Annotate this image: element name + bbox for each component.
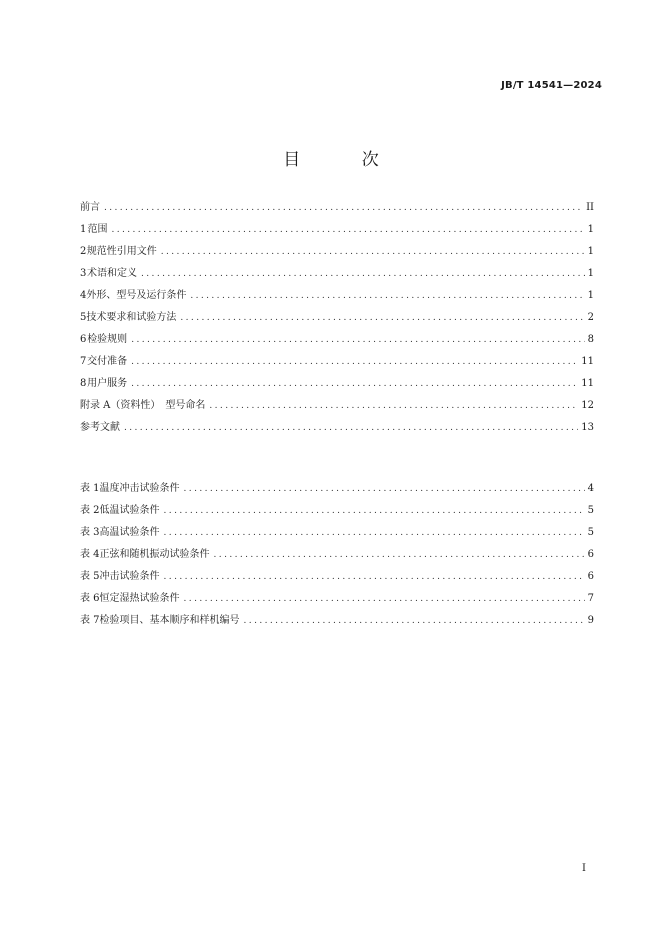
page-number: I (582, 863, 586, 874)
toc-page: 11 (581, 356, 594, 367)
toc-label: 规范性引用文件 (86, 246, 157, 257)
table-page: 5 (587, 505, 594, 516)
toc-page: 1 (587, 246, 594, 257)
toc-number: 6 (80, 334, 87, 345)
leader-dots (112, 223, 585, 237)
table-entry[interactable] (80, 570, 594, 592)
toc-label: 附录 A（资料性） 型号命名 (80, 400, 206, 411)
toc-label: 技术要求和试验方法 (86, 312, 177, 323)
leader-dots (214, 548, 585, 562)
toc-label: 参考文献 (80, 422, 120, 433)
toc-page: 11 (581, 378, 594, 389)
toc-entry[interactable] (80, 421, 594, 443)
table-number: 表 4 (80, 549, 100, 560)
toc-entry[interactable] (80, 289, 594, 311)
table-number: 表 3 (80, 527, 100, 538)
toc-entry[interactable] (80, 311, 594, 333)
leader-dots (190, 289, 584, 303)
leader-dots (161, 245, 585, 259)
table-entry[interactable] (80, 504, 594, 526)
toc-label: 交付准备 (87, 356, 128, 367)
leader-dots (164, 526, 585, 540)
table-page: 6 (587, 571, 594, 582)
toc-number: 5 (80, 312, 87, 323)
toc-entry[interactable] (80, 333, 594, 355)
table-label: 检验项目、基本顺序和样机编号 (99, 615, 240, 626)
toc-entry[interactable] (80, 399, 594, 421)
leader-dots (131, 377, 578, 391)
table-page: 4 (587, 483, 594, 494)
toc-number: 7 (80, 356, 87, 367)
table-page: 7 (587, 593, 594, 604)
toc-entry[interactable] (80, 267, 594, 289)
toc-number: 3 (80, 268, 87, 279)
leader-dots (184, 592, 585, 606)
table-page: 5 (587, 527, 594, 538)
toc-number: 4 (80, 290, 87, 301)
leader-dots (164, 570, 585, 584)
toc-entry[interactable] (80, 223, 594, 245)
table-number: 表 2 (80, 505, 100, 516)
toc-entry[interactable] (80, 201, 594, 223)
table-label: 恒定湿热试验条件 (99, 593, 180, 604)
toc-page: 1 (587, 290, 594, 301)
table-page: 9 (587, 615, 594, 626)
toc-page: 1 (587, 224, 594, 235)
toc-label: 术语和定义 (87, 268, 138, 279)
table-entry[interactable] (80, 526, 594, 548)
table-entry[interactable] (80, 614, 594, 636)
table-entry[interactable] (80, 548, 594, 570)
toc-label: 前言 (80, 202, 100, 213)
table-entry[interactable] (80, 592, 594, 614)
table-label: 高温试验条件 (99, 527, 160, 538)
table-entry[interactable] (80, 482, 594, 504)
leader-dots (141, 267, 585, 281)
leader-dots (209, 399, 578, 413)
toc-page: 13 (581, 422, 594, 433)
toc-label: 外形、型号及运行条件 (86, 290, 187, 301)
table-number: 表 1 (80, 483, 100, 494)
table-label: 正弦和随机振动试验条件 (99, 549, 210, 560)
toc-number: 2 (80, 246, 87, 257)
toc-label: 范围 (87, 224, 108, 235)
leader-dots (104, 201, 583, 215)
toc-label: 检验规则 (87, 334, 128, 345)
leader-dots (164, 504, 585, 518)
table-number: 表 6 (80, 593, 100, 604)
toc-label: 用户服务 (87, 378, 128, 389)
leader-dots (180, 311, 584, 325)
toc-page: 8 (587, 334, 594, 345)
toc-entry[interactable] (80, 377, 594, 399)
toc-list (80, 201, 594, 443)
table-page: 6 (587, 549, 594, 560)
table-label: 冲击试验条件 (99, 571, 160, 582)
leader-dots (131, 333, 584, 347)
table-label: 低温试验条件 (99, 505, 160, 516)
toc-page: 2 (587, 312, 594, 323)
leader-dots (184, 482, 585, 496)
table-number: 表 5 (80, 571, 100, 582)
leader-dots (131, 355, 578, 369)
leader-dots (244, 614, 585, 628)
toc-entry[interactable] (80, 355, 594, 377)
standard-number: JB/T 14541—2024 (501, 80, 602, 91)
toc-entry[interactable] (80, 245, 594, 267)
toc-page: 12 (581, 400, 594, 411)
page-title: 目 次 (283, 150, 407, 170)
toc-page: 1 (587, 268, 594, 279)
leader-dots (124, 421, 578, 435)
table-list (80, 482, 594, 636)
toc-page: II (586, 202, 594, 213)
table-number: 表 7 (80, 615, 100, 626)
toc-number: 1 (80, 224, 87, 235)
toc-number: 8 (80, 378, 87, 389)
table-label: 温度冲击试验条件 (99, 483, 180, 494)
